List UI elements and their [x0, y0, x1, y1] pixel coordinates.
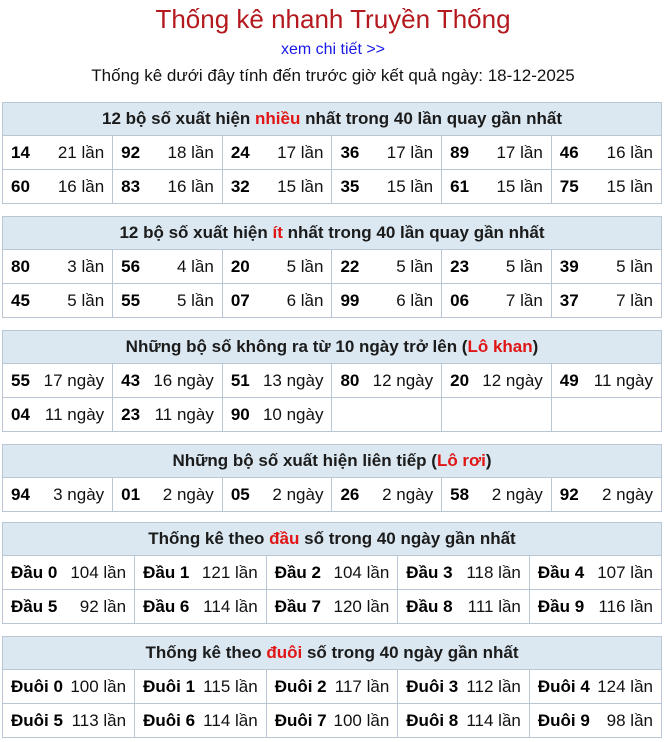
table-cell: [3, 556, 135, 590]
cell-key: Đầu 9: [537, 596, 585, 616]
table-row: [3, 590, 661, 624]
cell-key: 99: [340, 290, 360, 310]
table-cell: [3, 364, 113, 398]
cell-key: 45: [11, 290, 30, 310]
section-header-text: số trong 40 ngày gần nhất: [302, 643, 519, 662]
cell-value: 5 lần: [396, 256, 434, 276]
table-cell: [113, 250, 223, 284]
cell-key: 05: [230, 484, 250, 504]
cell-key: Đầu 0: [11, 562, 58, 582]
table-row: [3, 284, 661, 318]
cell-value: 4 lần: [176, 256, 214, 276]
section-header-highlight: đuôi: [266, 643, 303, 662]
cell-value: 5 lần: [286, 256, 324, 276]
section-header: [3, 445, 661, 478]
table-cell: [551, 364, 661, 398]
table-cell: [113, 364, 223, 398]
cell-key: 92: [559, 484, 579, 504]
table-cell: [551, 170, 661, 204]
cell-value: 3 lần: [67, 256, 105, 276]
section-header-highlight: Lô rơi: [436, 451, 486, 470]
cell-value: 92 lần: [79, 596, 127, 616]
cell-key: Đầu 3: [406, 562, 453, 582]
cell-value: 17 lần: [277, 142, 324, 162]
cell-value: 7 lần: [505, 290, 543, 310]
section-header-highlight: nhiều: [255, 109, 301, 128]
cell-key: Đầu 5: [11, 596, 58, 616]
cell-value: 15 lần: [606, 176, 653, 196]
section-header-text: 12 bộ số xuất hiện: [119, 223, 273, 242]
table-cell: [551, 250, 661, 284]
table-cell: [222, 478, 332, 511]
table-cell: [442, 136, 552, 170]
table-row: [3, 250, 661, 284]
cell-key: 24: [230, 142, 250, 162]
table-cell: [3, 478, 113, 511]
cell-value: 104 lần: [70, 562, 127, 582]
section-header-highlight: đầu: [269, 529, 300, 548]
cell-key: 58: [450, 484, 470, 504]
cell-key: 26: [340, 484, 360, 504]
cell-key: 51: [230, 370, 250, 390]
cell-value: 16 ngày: [153, 370, 214, 390]
cell-value: 5 lần: [176, 290, 214, 310]
cell-key: 43: [121, 370, 141, 390]
cell-value: 112 lần: [466, 676, 521, 696]
cell-value: 11 ngày: [44, 404, 105, 424]
table-cell: [222, 398, 332, 432]
table-cell: [529, 556, 661, 590]
stats-table: [3, 670, 661, 737]
page-title: Thống kê nhanh Truyền Thống: [155, 4, 511, 34]
section-header-text: nhất trong 40 lần quay gần nhất: [282, 223, 545, 242]
table-cell: [135, 670, 267, 704]
cell-value: 104 lần: [333, 562, 390, 582]
cell-key: 06: [450, 290, 470, 310]
table-row: [3, 704, 661, 738]
cell-key: 46: [559, 142, 579, 162]
stats-table: [3, 136, 661, 203]
table-row: [3, 398, 661, 432]
table-cell: [113, 136, 223, 170]
table-cell: [266, 590, 398, 624]
cell-value: 2 ngày: [601, 484, 653, 504]
section-duoi-stats: [2, 636, 662, 738]
cell-key: Đầu 6: [143, 596, 190, 616]
table-cell: [113, 170, 223, 204]
cell-value: 11 ngày: [593, 370, 653, 390]
table-cell: [113, 284, 223, 318]
cell-value: 17 ngày: [43, 370, 105, 390]
table-cell: [266, 556, 398, 590]
page-description: Thống kê dưới đây tính đến trước giờ kết quả ngày: 18-12-2025: [91, 66, 575, 85]
cell-key: Đuôi 0: [11, 676, 63, 696]
table-cell: [398, 670, 530, 704]
cell-value: 5 lần: [67, 290, 105, 310]
cell-key: 55: [121, 290, 141, 310]
cell-value: 10 ngày: [262, 404, 324, 424]
section-header-text: Thống kê theo: [145, 643, 267, 662]
cell-key: Đầu 7: [274, 596, 321, 616]
cell-value: 111 lần: [467, 596, 521, 616]
cell-value: 16 lần: [57, 176, 105, 196]
cell-value: 121 lần: [201, 562, 258, 582]
cell-value: 5 lần: [505, 256, 543, 276]
cell-key: 23: [121, 404, 141, 424]
table-cell: [442, 364, 552, 398]
cell-key: Đuôi 8: [406, 710, 459, 730]
cell-value: 15 lần: [386, 176, 434, 196]
cell-value: 11 ngày: [154, 404, 214, 424]
cell-value: 13 ngày: [262, 370, 324, 390]
cell-key: 49: [559, 370, 579, 390]
table-cell: [332, 284, 442, 318]
cell-value: 12 ngày: [482, 370, 543, 390]
table-row: [3, 364, 661, 398]
section-lo-khan: [2, 330, 662, 432]
cell-key: 94: [11, 484, 30, 504]
cell-key: Đuôi 4: [537, 676, 590, 696]
section-header-text: ): [532, 337, 539, 356]
section-header-text: ): [485, 451, 492, 470]
cell-key: Đuôi 7: [274, 710, 327, 730]
table-cell: [529, 704, 661, 738]
table-cell: [442, 170, 552, 204]
table-cell: [135, 704, 267, 738]
cell-key: 35: [340, 176, 360, 196]
cell-key: Đầu 1: [143, 562, 190, 582]
section-header-text: số trong 40 ngày gần nhất: [299, 529, 516, 548]
table-cell: [442, 284, 552, 318]
table-cell: [332, 170, 442, 204]
cell-value: 18 lần: [167, 142, 214, 162]
cell-value: 2 ngày: [162, 484, 214, 504]
table-cell: [529, 590, 661, 624]
cell-value: 5 lần: [616, 256, 653, 276]
cell-key: 39: [559, 256, 579, 276]
cell-value: 6 lần: [286, 290, 324, 310]
cell-key: 20: [230, 256, 250, 276]
cell-value: 2 ngày: [272, 484, 324, 504]
cell-key: 89: [450, 142, 470, 162]
table-cell: [442, 398, 552, 432]
cell-key: Đầu 4: [537, 562, 585, 582]
table-cell: [222, 364, 332, 398]
cell-key: 22: [340, 256, 360, 276]
section-header: [3, 523, 661, 556]
cell-value: 118 lần: [466, 562, 521, 582]
cell-value: 124 lần: [597, 676, 653, 696]
section-header-text: nhất trong 40 lần quay gần nhất: [300, 109, 563, 128]
cell-key: 83: [121, 176, 141, 196]
cell-value: 117 lần: [334, 676, 390, 696]
cell-value: 16 lần: [606, 142, 653, 162]
table-cell: [398, 556, 530, 590]
detail-link[interactable]: xem chi tiết >>: [280, 41, 386, 58]
table-cell: [135, 590, 267, 624]
table-cell: [266, 670, 398, 704]
cell-value: 114 lần: [203, 596, 258, 616]
cell-value: 3 ngày: [53, 484, 105, 504]
table-cell: [222, 284, 332, 318]
table-cell: [3, 398, 113, 432]
cell-value: 113 lần: [71, 710, 127, 730]
section-header: [3, 103, 661, 136]
section-most-frequent: [2, 102, 662, 204]
table-row: [3, 556, 661, 590]
section-header: [3, 217, 661, 250]
section-header-highlight: ít: [272, 223, 283, 242]
table-cell: [3, 250, 113, 284]
cell-value: 115 lần: [203, 676, 258, 696]
cell-value: 2 ngày: [382, 484, 434, 504]
cell-key: 80: [11, 256, 30, 276]
cell-value: 6 lần: [396, 290, 434, 310]
cell-value: 12 ngày: [372, 370, 434, 390]
section-lo-roi: [2, 444, 662, 512]
cell-key: 32: [230, 176, 250, 196]
table-cell: [266, 704, 398, 738]
table-row: [3, 136, 661, 170]
cell-key: Đuôi 2: [274, 676, 327, 696]
section-header: [3, 331, 661, 364]
table-cell: [398, 590, 530, 624]
table-cell: [222, 170, 332, 204]
table-cell: [332, 136, 442, 170]
cell-key: 07: [230, 290, 250, 310]
cell-value: 2 ngày: [491, 484, 543, 504]
table-cell: [3, 284, 113, 318]
cell-value: 116 lần: [598, 596, 653, 616]
table-cell: [3, 590, 135, 624]
cell-value: 100 lần: [70, 676, 127, 696]
table-cell: [332, 250, 442, 284]
cell-value: 100 lần: [333, 710, 390, 730]
cell-key: 56: [121, 256, 141, 276]
section-header-text: 12 bộ số xuất hiện: [101, 109, 256, 128]
table-cell: [529, 670, 661, 704]
cell-key: Đầu 8: [406, 596, 453, 616]
cell-value: 114 lần: [203, 710, 258, 730]
cell-key: 60: [11, 176, 30, 196]
cell-key: 23: [450, 256, 470, 276]
table-cell: [332, 478, 442, 511]
cell-key: 75: [559, 176, 579, 196]
table-cell: [398, 704, 530, 738]
cell-value: 98 lần: [606, 710, 653, 730]
table-cell: [135, 556, 267, 590]
cell-key: 80: [340, 370, 360, 390]
section-header-text: Thống kê theo: [148, 529, 270, 548]
table-cell: [113, 398, 223, 432]
table-row: [3, 670, 661, 704]
table-cell: [3, 704, 135, 738]
table-row: [3, 478, 661, 511]
cell-key: 61: [450, 176, 470, 196]
cell-key: 20: [450, 370, 470, 390]
cell-key: 90: [230, 404, 250, 424]
stats-table: [3, 364, 661, 431]
cell-value: 15 lần: [496, 176, 543, 196]
cell-value: 17 lần: [496, 142, 543, 162]
cell-key: 04: [11, 404, 30, 424]
cell-key: Đuôi 3: [406, 676, 459, 696]
cell-key: 14: [11, 142, 30, 162]
table-row: [3, 170, 661, 204]
cell-value: 120 lần: [333, 596, 390, 616]
table-cell: [551, 478, 661, 511]
cell-value: 16 lần: [167, 176, 214, 196]
stats-table: [3, 556, 661, 623]
cell-key: 37: [559, 290, 579, 310]
cell-value: 15 lần: [277, 176, 324, 196]
cell-key: 92: [121, 142, 141, 162]
cell-value: 7 lần: [616, 290, 653, 310]
stats-table: [3, 250, 661, 317]
cell-key: Đuôi 5: [11, 710, 63, 730]
cell-value: 17 lần: [386, 142, 434, 162]
cell-key: Đầu 2: [274, 562, 321, 582]
table-cell: [332, 398, 442, 432]
table-cell: [3, 170, 113, 204]
table-cell: [113, 478, 223, 511]
table-cell: [3, 136, 113, 170]
cell-key: Đuôi 6: [143, 710, 196, 730]
table-cell: [222, 250, 332, 284]
cell-value: 21 lần: [57, 142, 105, 162]
section-header-text: Những bộ số xuất hiện liên tiếp (: [172, 451, 437, 470]
section-header-text: Những bộ số không ra từ 10 ngày trở lên (: [125, 337, 468, 356]
section-header-highlight: Lô khan: [467, 337, 533, 356]
section-least-frequent: [2, 216, 662, 318]
cell-key: Đuôi 1: [143, 676, 196, 696]
cell-value: 107 lần: [597, 562, 653, 582]
cell-key: 36: [340, 142, 360, 162]
stats-table: [3, 478, 661, 511]
table-cell: [3, 670, 135, 704]
section-dau-stats: [2, 522, 662, 624]
cell-key: 01: [121, 484, 141, 504]
table-cell: [222, 136, 332, 170]
table-cell: [551, 398, 661, 432]
cell-key: Đuôi 9: [537, 710, 590, 730]
cell-key: 55: [11, 370, 30, 390]
table-cell: [551, 284, 661, 318]
table-cell: [551, 136, 661, 170]
table-cell: [332, 364, 442, 398]
cell-value: 114 lần: [466, 710, 521, 730]
section-header: [3, 637, 661, 670]
table-cell: [442, 478, 552, 511]
table-cell: [442, 250, 552, 284]
